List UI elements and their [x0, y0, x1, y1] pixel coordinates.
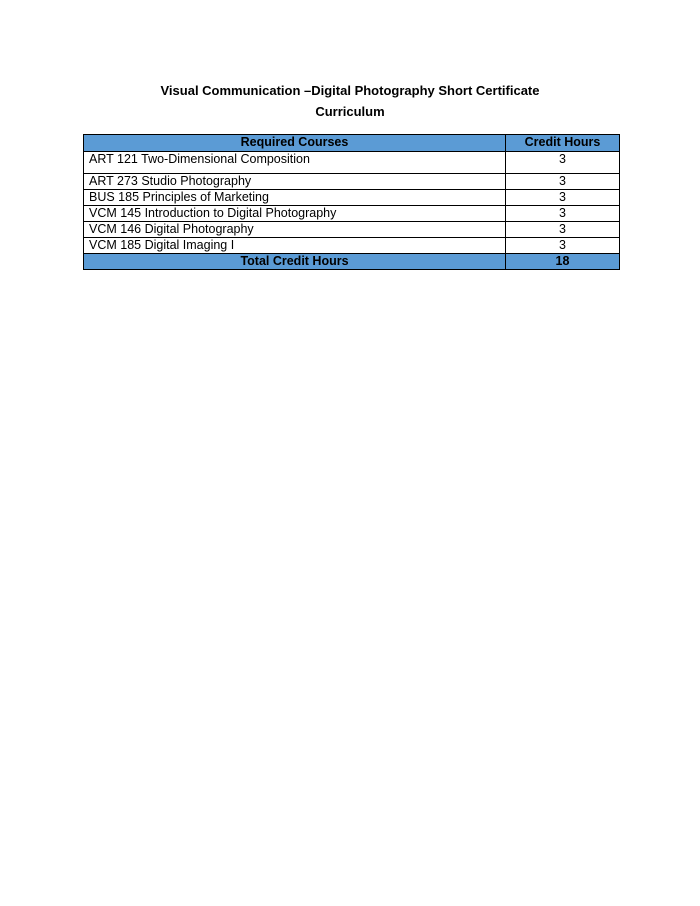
course-credit-hours: 3 — [506, 238, 620, 254]
table-row — [84, 190, 620, 206]
total-label: Total Credit Hours — [84, 254, 506, 270]
course-credit-hours: 3 — [506, 222, 620, 238]
table-row — [84, 222, 620, 238]
table-row — [84, 174, 620, 190]
table-row — [84, 206, 620, 222]
course-credit-hours: 3 — [506, 174, 620, 190]
header-credit-hours: Credit Hours — [506, 135, 620, 152]
course-name: ART 273 Studio Photography — [84, 174, 506, 190]
course-name: VCM 185 Digital Imaging I — [84, 238, 506, 254]
table-row — [84, 238, 620, 254]
course-name: VCM 146 Digital Photography — [84, 222, 506, 238]
course-name: BUS 185 Principles of Marketing — [84, 190, 506, 206]
document-title: Visual Communication –Digital Photography Short Certificate — [160, 83, 540, 98]
table-row — [84, 152, 620, 174]
curriculum-table — [83, 134, 620, 270]
course-credit-hours: 3 — [506, 190, 620, 206]
course-name: VCM 145 Introduction to Digital Photography — [84, 206, 506, 222]
total-credit-hours: 18 — [506, 254, 620, 270]
course-credit-hours: 3 — [506, 206, 620, 222]
document-subtitle: Curriculum — [315, 104, 385, 119]
header-required-courses: Required Courses — [84, 135, 506, 152]
course-name: ART 121 Two-Dimensional Composition — [84, 152, 506, 174]
course-credit-hours: 3 — [506, 152, 620, 174]
table-header-row — [84, 135, 620, 152]
table-total-row — [84, 254, 620, 270]
